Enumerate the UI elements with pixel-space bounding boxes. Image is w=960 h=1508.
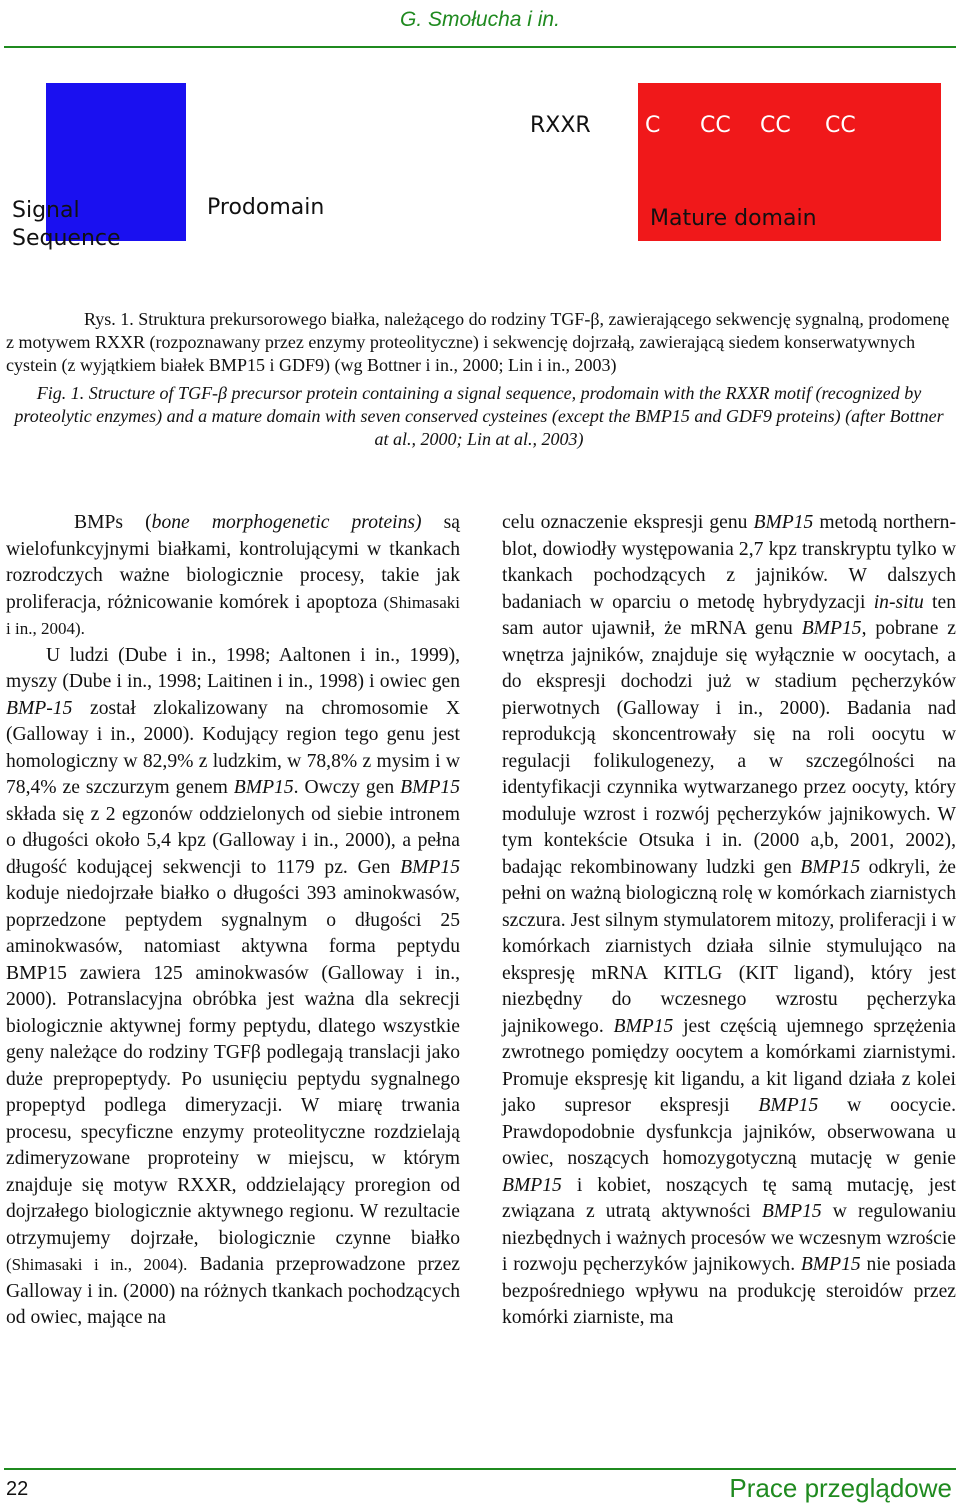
gene-name: BMP15 (753, 512, 814, 533)
text-run: ten sam autor ujawnił, że mRNA genu (502, 591, 956, 639)
citation: (Shimasaki i in., 2004). (6, 592, 460, 638)
section-title: Prace przeglądowe (729, 1473, 952, 1503)
text-run-italic: bone morphogenetic proteins) (151, 512, 422, 533)
text-run: został zlokalizowany na chromosomie X (Galloway i in., 2000). Kodujący region tego genu jest homologiczny w 82,9% z ludzkim, w 78,8% z mysim i w 78,4% ze szczurzym genem (6, 697, 460, 798)
mature-domain-label: Mature domain (650, 206, 817, 231)
gene-name: BMP15 (502, 1174, 562, 1196)
paragraph-expression (502, 510, 956, 1332)
method-name: in-situ (873, 591, 924, 613)
text-run: koduje niedojrzałe białko o długości 393 aminokwasów, poprzedzone peptydem sygnalnym o długości 25 aminokwasów, natomiast aktywna forma peptydu BMP15 zawiera 125 aminokwasów (Galloway i in., 2000). Potranslacyjna obróbka jest ważna dla sekrecji biologicznie aktywnej formy peptydu, dlatego wszystkie geny należące do rodziny TGFβ podlegają translacji jako duże prepropeptydy. Po usunięciu peptydu sygnalnego propeptyd podlega dimeryzacji. W miarę trwania procesu, specyficzne enzymy proteolityczne rozdzielają zdimeryzowane proproteiny w miejscu, w którym znajduje się motyw RXXR, oddzielający proregion od dojrzałego biologicznie aktywnego regionu. W rezultacie otrzymujemy dojrzałe, biologicznie czynne białko (6, 883, 460, 1249)
text-run: U ludzi (Dube i in., 1998; Aaltonen i in., 1999), myszy (Dube i in., 1998; Laitinen i in., 1998) i owiec gen (6, 644, 460, 692)
text-run: . Owczy gen (293, 777, 401, 798)
gene-name: BMP15 (400, 777, 461, 798)
citation: (Shimasaki i in., 2004). (6, 1255, 188, 1274)
gene-name: BMP15 (233, 777, 294, 798)
paragraph-gene-location (6, 643, 460, 1332)
footer-rule (4, 1468, 956, 1470)
cysteine-cc-label-1: CC (700, 113, 731, 138)
text-run: w oocycie. Prawdopodobnie dysfunkcja jajników, obserwowana u owiec, noszących homozygotyczną mutację w genie (502, 1095, 956, 1169)
text-run: i kobiet, noszących tę samą mutację, jest związana z utratą aktywności (502, 1174, 956, 1222)
cysteine-c-label: C (645, 113, 661, 138)
body-column-right (502, 510, 956, 1332)
signal-label-line1: Signal (12, 198, 80, 223)
gene-name: BMP15 (801, 618, 862, 639)
prodomain-label: Prodomain (207, 195, 325, 220)
text-run: celu oznaczenie ekspresji genu (502, 512, 754, 533)
signal-label-line2: Sequence (12, 226, 121, 251)
gene-name: BMP-15 (6, 697, 73, 719)
gene-name: BMP15 (613, 1015, 674, 1037)
text-run: odkryli, że pełni on ważną biologiczną rolę w komórkach ziarnistych szczura. Jest silnym stymulatorem mitozy, proliferacji i w komórkach ziarnistych działa silnie stymulująco na ekspresję mRNA KITLG (KIT ligand), który jest niezbędny do wczesnego wzrostu pęcherzyka jajnikowego. (502, 856, 956, 1037)
text-run: , pobrane z wnętrza jajników, znajduje się wyłącznie w oocytach, a do ekspresji dochodzi już w stadium pęcherzyków pierwotnych (Galloway i in., 2000). Badania nad reprodukcją skoncentrowały się na roli oocytu w regulacji folikulogenezy, a w szczególności na identyfikacji czynnika wytwarzanego przez oocyty, który moduluje wzrost i rozwój pęcherzyków jajnikowych. W tym kontekście Otsuka i in. (2000 a,b, 2001, 2002), badając rekombinowany ludzki gen (502, 618, 956, 878)
running-title: G. Smołucha i in. (400, 8, 560, 31)
body-column-left (6, 510, 460, 1332)
paragraph-bmps (6, 510, 460, 643)
gene-name: BMP15 (400, 856, 460, 878)
gene-name: BMP15 (800, 1254, 861, 1275)
text-run: składa się z 2 egzonów oddzielonych od siebie intronem o długości około 5,4 kpz (Galloway i in., 2000), a pełna długość kodującej sekwencji to 1179 pz. Gen (6, 803, 460, 878)
gene-name: BMP15 (800, 856, 861, 878)
protein-structure-figure (0, 60, 960, 280)
text-run: jest częścią ujemnego sprzężenia zwrotnego pomiędzy oocytem a komórkami ziarnistymi. Promuje ekspresję kit ligandu, a kit ligand działa z kolei jako supresor ekspresji (502, 1015, 957, 1116)
cysteine-cc-label-2: CC (760, 113, 791, 138)
rxxr-label: RXXR (530, 113, 591, 138)
cysteine-cc-label-3: CC (825, 113, 856, 138)
text-run: metodą northern-blot, dowiodły występowania 2,7 kpz transkryptu tylko w tkankach pochodzących z jajników. W dalszych badaniach w oparciu o metodę hybrydyzacji (502, 512, 956, 613)
figure-caption-english: Fig. 1. Structure of TGF-β precursor protein containing a signal sequence, prodomain with the RXXR motif (recognized by proteolytic enzymes) and a mature domain with seven conserved cysteines (except the BMP15 and GDF9 proteins) (after Bottner at al., 2000; Lin at al., 2003) (14, 383, 944, 449)
page-number: 22 (6, 1478, 29, 1500)
text-run: są wielofunkcyjnymi białkami, kontrolującymi w tkankach rozrodczych ważne biologicznie procesy, takie jak proliferacja, różnicowanie komórek i apoptoza (6, 512, 460, 613)
header-rule (4, 46, 956, 48)
gene-name: BMP15 (758, 1095, 819, 1116)
text-run: w regulowaniu niezbędnych i ważnych procesów we wczesnym wzroście i rozwoju pęcherzyków jajnikowych. (502, 1201, 957, 1275)
text-run: Badania przeprowadzone przez Galloway i in. (2000) na różnych tkankach pochodzących od owiec, mające na (6, 1254, 460, 1328)
text-run: nie posiada bezpośredniego wpływu na produkcję steroidów przez komórki ziarniste, ma (502, 1254, 956, 1328)
text-run: BMPs ( (74, 512, 152, 533)
gene-name: BMP15 (761, 1201, 822, 1222)
figure-caption-polish: Rys. 1. Struktura prekursorowego białka, należącego do rodziny TGF-β, zawierającego sekwencję sygnalną, prodomenę z motywem RXXR (rozpoznawany przez enzymy proteolityczne) i sekwencję dojrzałą, zawierającą siedem konserwatywnych cystein (z wyjątkiem białek BMP15 i GDF9) (wg Bottner i in., 2000; Lin i in., 2003) (6, 309, 950, 375)
